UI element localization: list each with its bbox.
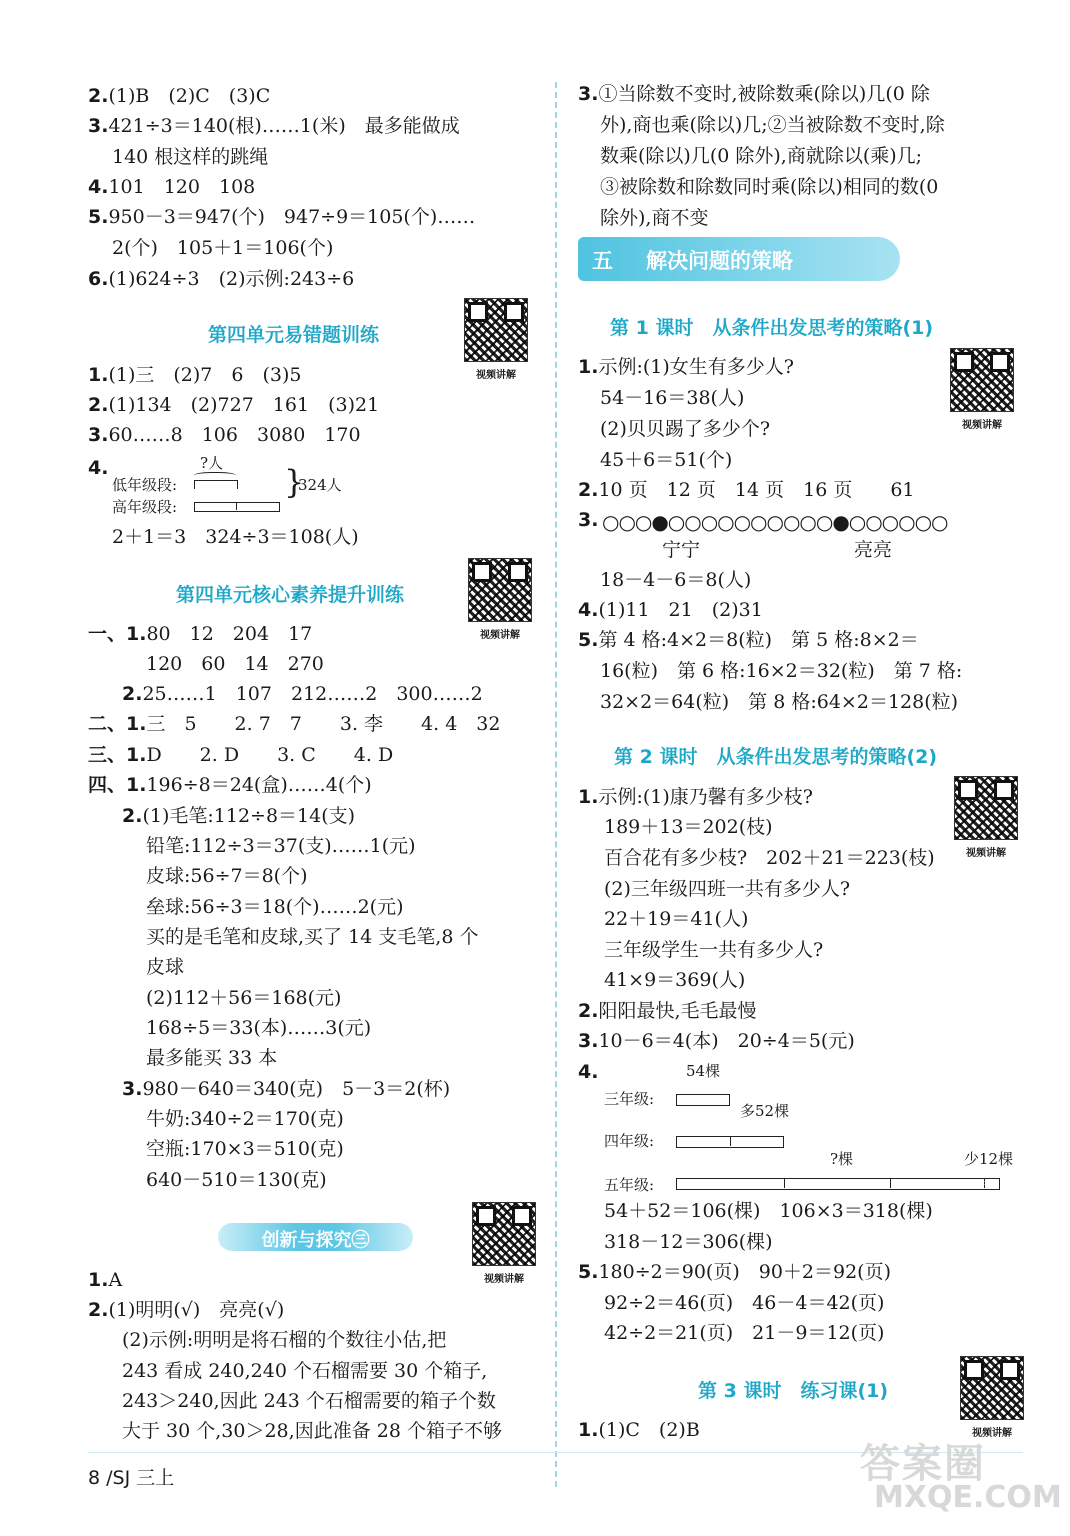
answer-line: 189＋13＝202(枝) [604,816,773,838]
bar-grade5 [676,1178,1000,1190]
answer-line: 2.阳阳最快,毛毛最慢 [578,1000,757,1022]
qr-code[interactable] [472,1202,536,1285]
segment-diagram-1 [112,450,392,520]
answer-line: 2(个) 105＋1＝106(个) [112,237,334,259]
qr-caption: 视频讲解 [966,848,1006,859]
answer-line: 4. [88,457,109,479]
page-footer: 8 /SJ 三上 [88,1467,175,1489]
answer-line: 32×2＝64(粒) 第 8 格:64×2＝128(粒) [600,691,959,713]
bar-high [194,502,280,512]
answer-line: 牛奶:340÷2＝170(克) [146,1108,344,1130]
answer-line: 3.60……8 106 3080 170 [88,424,361,446]
answer-line: 2.25……1 107 212……2 300……2 [122,683,483,705]
answer-line: 243 看成 240,240 个石榴需要 30 个箱子, [122,1360,488,1382]
answer-line: 一、1.80 12 204 17 [88,623,313,645]
answer-line: 三年级学生一共有多少人? [604,939,824,961]
answer-line: 2＋1＝3 324÷3＝108(人) [112,526,359,548]
answer-line: 243＞240,因此 243 个石榴需要的箱子个数 [122,1390,496,1412]
answer-line: (2)示例:明明是将石榴的个数往小估,把 [122,1329,447,1351]
column-divider [555,82,557,1487]
qr-caption: 视频讲解 [476,370,516,381]
unit-title: 解决问题的策略 [646,249,793,273]
answer-line: 640－510＝130(克) [146,1169,327,1191]
answer-line: 5.180÷2＝90(页) 90＋2＝92(页) [578,1261,891,1283]
answer-line: 54－16＝38(人) [600,387,745,409]
answer-line: 垒球:56÷3＝18(个)……2(元) [146,896,404,918]
answer-line: 1.A [88,1269,123,1291]
answer-line: 2.(1)毛笔:112÷8＝14(支) [122,805,356,827]
answer-line: 皮球:56÷7＝8(个) [146,865,308,887]
answer-line: 1.(1)三 (2)7 6 (3)5 [88,364,302,386]
answer-line: 18－4－6＝8(人) [600,569,752,591]
diagram-row-label: 低年级段: [112,476,178,494]
answer-line: 5.第 4 格:4×2＝8(粒) 第 5 格:8×2＝ [578,629,919,651]
answer-line: 4.(1)11 21 (2)31 [578,599,763,621]
answer-line: 百合花有多少枝? 202＋21＝223(枝) [604,847,935,869]
qr-code[interactable] [950,348,1014,431]
qr-icon [950,348,1014,412]
diagram-label: ?棵 [830,1150,854,1168]
unit5-banner [578,237,900,281]
qr-code[interactable] [960,1356,1024,1439]
diagram-row-label: 高年级段: [112,498,178,516]
lesson1-title: 第 1 课时 从条件出发思考的策略(1) [610,317,934,339]
brace [194,472,236,481]
answer-line: 大于 30 个,30＞28,因此准备 28 个箱子不够 [122,1420,502,1442]
answer-line: 1.(1)C (2)B [578,1419,700,1441]
segment-diagram-2 [604,1060,1024,1194]
diagram-question-label: ?人 [200,454,224,472]
right-brace: } [284,463,305,501]
answer-line: 2.(1)B (2)C (3)C [88,85,271,107]
answer-line: 22＋19＝41(人) [604,908,749,930]
circle-row: ○○○●○○○○○○○○○○●○○○○○○ [602,510,948,534]
qr-icon [960,1356,1024,1420]
innovation-explore-banner: 创新与探究㊂ [218,1223,413,1251]
answer-line: 2.(1)明明(√) 亮亮(√) [88,1299,285,1321]
answer-line: 最多能买 33 本 [146,1047,278,1069]
answer-line: 外),商也乘(除以)几;②当被除数不变时,除 [600,114,945,136]
answer-line: 54＋52＝106(棵) 106×3＝318(棵) [604,1200,933,1222]
answer-line: 140 根这样的跳绳 [112,146,269,168]
qr-code[interactable] [464,298,528,381]
answer-line: 4. [578,1061,599,1083]
answer-line: 2.(1)134 (2)727 161 (3)21 [88,394,380,416]
answer-line: ③被除数和除数同时乘(除以)相同的数(0 [600,176,939,198]
answer-line: 3. [578,509,599,531]
answer-line: 皮球 [146,956,185,978]
answer-line: 1.示例:(1)女生有多少人? [578,356,794,378]
diagram-label: 少12棵 [964,1150,1014,1168]
answer-line: (2)112＋56＝168(元) [146,987,342,1009]
answer-line: 买的是毛笔和皮球,买了 14 支毛笔,8 个 [146,926,479,948]
diagram-label: 多52棵 [740,1102,790,1120]
diagram-total-label: 324人 [298,476,342,494]
bar-grade3 [676,1094,730,1106]
answer-line: 3.980－640＝340(克) 5－3＝2(杯) [122,1078,451,1100]
answer-line: 空瓶:170×3＝510(克) [146,1138,344,1160]
circle-label-liangliang: 亮亮 [854,539,893,561]
answer-line: 41×9＝369(人) [604,969,746,991]
answer-line: 92÷2＝46(页) 46－4＝42(页) [604,1292,885,1314]
diagram-label: 54棵 [686,1062,721,1080]
answer-line: 5.950－3＝947(个) 947÷9＝105(个)…… [88,206,476,228]
qr-icon [468,558,532,622]
answer-line: 数乘(除以)几(0 除外),商就除以(乘)几; [600,145,923,167]
qr-icon [472,1202,536,1266]
answer-line: 除外),商不变 [600,207,709,229]
section-title-unit4-errors: 第四单元易错题训练 [208,324,380,346]
lesson3-title: 第 3 课时 练习课(1) [698,1380,889,1402]
qr-caption: 视频讲解 [480,630,520,641]
qr-caption: 视频讲解 [484,1274,524,1285]
qr-icon [464,298,528,362]
answer-line: 45＋6＝51(个) [600,449,733,471]
diagram-row-label: 四年级: [604,1132,655,1150]
answer-line: 铅笔:112÷3＝37(支)……1(元) [146,835,416,857]
qr-caption: 视频讲解 [962,420,1002,431]
answer-line: 6.(1)624÷3 (2)示例:243÷6 [88,268,355,290]
bar-low [194,480,238,489]
answer-line: 318－12＝306(棵) [604,1231,773,1253]
answer-line: 三、1.D 2. D 3. C 4. D [88,744,394,766]
answer-line: 3.①当除数不变时,被除数乘(除以)几(0 除 [578,83,930,105]
diagram-row-label: 三年级: [604,1090,655,1108]
answer-line: 120 60 14 270 [146,653,324,675]
answer-line: (2)贝贝踢了多少个? [600,418,771,440]
answer-line: 二、1.三 5 2. 7 7 3. 李 4. 4 32 [88,713,501,735]
qr-code[interactable] [468,558,532,641]
answer-line: (2)三年级四班一共有多少人? [604,878,851,900]
answer-line: 168÷5＝33(本)……3(元) [146,1017,372,1039]
qr-caption: 视频讲解 [972,1428,1012,1439]
watermark: 答案圈 MXQE.COM [860,1441,1062,1515]
answer-line: 四、1.196÷8＝24(盒)……4(个) [88,774,372,796]
section-title-unit4-core: 第四单元核心素养提升训练 [176,584,405,606]
answer-line: 42÷2＝21(页) 21－9＝12(页) [604,1322,885,1344]
answer-line: 2.10 页 12 页 14 页 16 页 61 [578,479,915,501]
unit-number: 五 [592,249,613,273]
circle-label-ningning: 宁宁 [662,539,701,561]
qr-code[interactable] [954,776,1018,859]
diagram-row-label: 五年级: [604,1176,655,1194]
answer-line: 4.101 120 108 [88,176,256,198]
answer-line: 3.10－6＝4(本) 20÷4＝5(元) [578,1030,855,1052]
qr-icon [954,776,1018,840]
answer-line: 3.421÷3＝140(根)……1(米) 最多能做成 [88,115,460,137]
answer-line: 1.示例:(1)康乃馨有多少枝? [578,786,813,808]
lesson2-title: 第 2 课时 从条件出发思考的策略(2) [614,746,938,768]
answer-line: 16(粒) 第 6 格:16×2＝32(粒) 第 7 格: [600,660,963,682]
